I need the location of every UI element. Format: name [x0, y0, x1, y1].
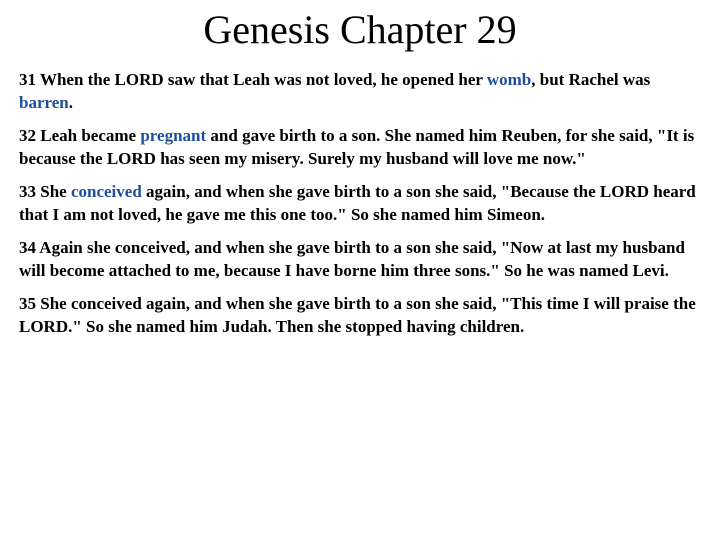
highlighted-word-womb: womb — [486, 70, 532, 89]
verse-35: 35 She conceived again, and when she gave birth to a son she said, "This time I will praise the LORD." So she named him Judah. Then she stopped having children. — [19, 294, 696, 336]
verse-text: . — [68, 93, 73, 112]
verse-text: 32 Leah became — [19, 126, 141, 145]
verse-34: 34 Again she conceived, and when she gave birth to a son she said, "Now at last my husband will become attached to me, because I have borne him three sons." So he was named Levi. — [19, 238, 685, 280]
verse-text: 31 When the LORD saw that Leah was not loved, he opened her — [19, 70, 487, 89]
page-title: Genesis Chapter 29 — [203, 7, 517, 52]
verse-31 — [19, 68, 703, 114]
verse-list — [19, 68, 703, 348]
verse-32 — [19, 124, 703, 170]
highlighted-word-barren: barren — [19, 93, 69, 112]
verse-text: and gave birth to a son. She named him Reuben, for she said, "It is because the LORD has seen my misery. Surely my husband will love me now." — [19, 126, 695, 168]
highlighted-word-pregnant: pregnant — [140, 126, 207, 145]
verse-text: again, and when she gave birth to a son she said, "Because the LORD heard that I am not loved, he gave me this one too." So she named him Simeon. — [19, 182, 696, 224]
verse-text: 33 She — [19, 182, 71, 201]
verse-text: , but Rachel was — [531, 70, 651, 89]
highlighted-word-conceived: conceived — [70, 182, 142, 201]
verse-33 — [19, 180, 703, 226]
